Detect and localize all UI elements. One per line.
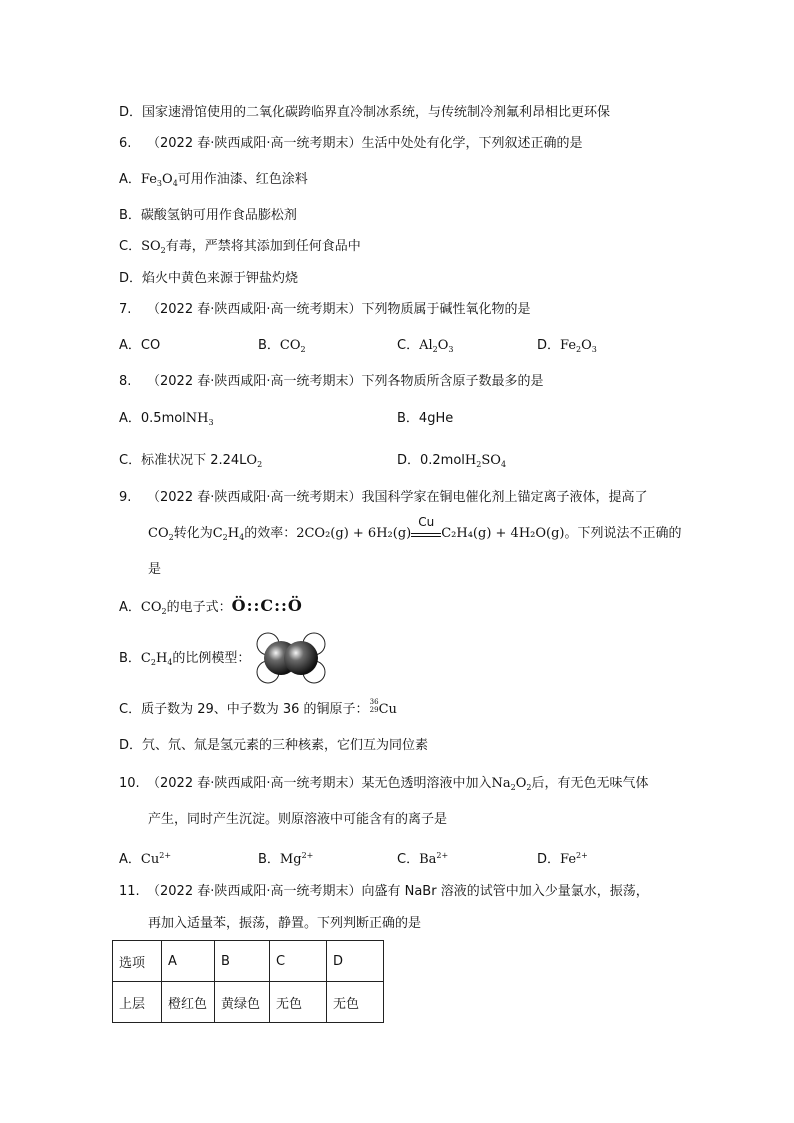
table-cell: 选项 xyxy=(113,941,162,982)
q8-option-d: D．$0.2molH_2SO_4$ xyxy=(397,453,507,469)
answer-table xyxy=(112,940,384,1023)
option-d-q5: D．国家速滑馆使用的二氧化碳跨临界直冷制冰系统，与传统制冷剂氟利昂相比更环保 xyxy=(119,105,611,120)
c2h4-space-filling-model xyxy=(255,630,327,686)
formula-fe3o4: $Fe_3O_4$ xyxy=(140,172,178,188)
question-9-line-2: $CO_2$转化为$C_2H_4$的效率：2CO₂(g) + 6H₂(g) Cu C₂H₄(g) + 4H₂O(g)。下列说法不正确的 xyxy=(148,515,682,542)
q8-option-a: A．0.5molNH$_3$ xyxy=(119,411,214,427)
question-10: 10. （2022 春·陕西咸阳·高一统考期末）某无色透明溶液中加入$Na_2O_2$后，有无色无味气体 xyxy=(119,776,649,792)
question-8: 8. （2022 春·陕西咸阳·高一统考期末）下列各物质所含原子数最多的是 xyxy=(119,374,544,389)
question-7: 7. （2022 春·陕西咸阳·高一统考期末）下列物质属于碱性氧化物的是 xyxy=(119,302,531,317)
equation-right: C₂H₄(g) + 4H₂O(g) xyxy=(441,526,565,541)
question-11: 11. （2022 春·陕西咸阳·高一统考期末）向盛有 NaBr 溶液的试管中加入少量氯水，振荡， xyxy=(119,884,649,899)
q6-option-d: D．焰火中黄色来源于钾盐灼烧 xyxy=(119,271,299,286)
question-11-line-2: 再加入适量苯，振荡，静置。下列判断正确的是 xyxy=(148,916,422,931)
q7-option-d: D．$Fe_2O_3$ xyxy=(537,338,597,354)
question-number: 6. xyxy=(119,136,132,151)
table-cell: 黄绿色 xyxy=(215,982,270,1023)
table-cell: 橙红色 xyxy=(162,982,215,1023)
copper-isotope: 36 29 Cu xyxy=(369,698,397,717)
co2-electron-formula: Ö::C::Ö xyxy=(231,596,303,615)
table-cell: D xyxy=(327,941,384,982)
carbon-atom xyxy=(284,641,318,675)
q10-option-a: A．$Cu^{2+}$ xyxy=(119,851,172,867)
equation-left: 2CO₂(g) + 6H₂(g) xyxy=(296,526,412,541)
table-cell: A xyxy=(162,941,215,982)
q9-option-d: D．氕、氘、氚是氢元素的三种核素，它们互为同位素 xyxy=(119,738,429,753)
table-cell: 无色 xyxy=(327,982,384,1023)
q6-option-b: B．碳酸氢钠可用作食品膨松剂 xyxy=(119,208,297,223)
table-row xyxy=(113,941,384,982)
q9-option-b: B．$C_2H_4$的比例模型： xyxy=(119,651,251,667)
q10-option-c: C．$Ba^{2+}$ xyxy=(397,851,449,867)
question-6 xyxy=(119,135,582,153)
q9-option-c: C．质子数为 29、中子数为 36 的铜原子： 36 29 Cu xyxy=(119,698,397,717)
table-cell: 无色 xyxy=(270,982,327,1023)
question-stem: （2022 春·陕西咸阳·高一统考期末）生活中处处有化学，下列叙述正确的是 xyxy=(147,136,583,151)
q10-option-b: B．$Mg^{2+}$ xyxy=(258,851,314,867)
q10-option-d: D．$Fe^{2+}$ xyxy=(537,851,588,867)
q7-option-a: A．CO xyxy=(119,338,161,353)
question-9: 9. （2022 春·陕西咸阳·高一统考期末）我国科学家在铜电催化剂上锚定离子液体，提高了 xyxy=(119,490,648,505)
q6-option-a: A．$Fe_3O_4$可用作油漆、红色涂料 xyxy=(119,172,308,188)
q8-option-b: B．4gHe xyxy=(397,411,454,426)
question-10-line-2: 产生，同时产生沉淀。则原溶液中可能含有的离子是 xyxy=(148,812,448,827)
q9-option-a: A．$CO_2$的电子式：Ö::C::Ö xyxy=(119,596,303,616)
formula-so2: $SO_2$ xyxy=(141,239,166,255)
question-9-line-3: 是 xyxy=(148,562,162,577)
table-cell: C xyxy=(270,941,327,982)
table-cell: B xyxy=(215,941,270,982)
table-cell: 上层 xyxy=(113,982,162,1023)
q7-option-c: C．$Al_2O_3$ xyxy=(397,338,454,354)
q6-option-c: C．$SO_2$有毒，严禁将其添加到任何食品中 xyxy=(119,239,361,255)
catalyst-arrow: Cu xyxy=(411,527,441,537)
q8-option-c: C．标准状况下 $2.24LO_2$ xyxy=(119,453,263,469)
q7-option-b: B．$CO_2$ xyxy=(258,338,306,354)
table-row xyxy=(113,982,384,1023)
